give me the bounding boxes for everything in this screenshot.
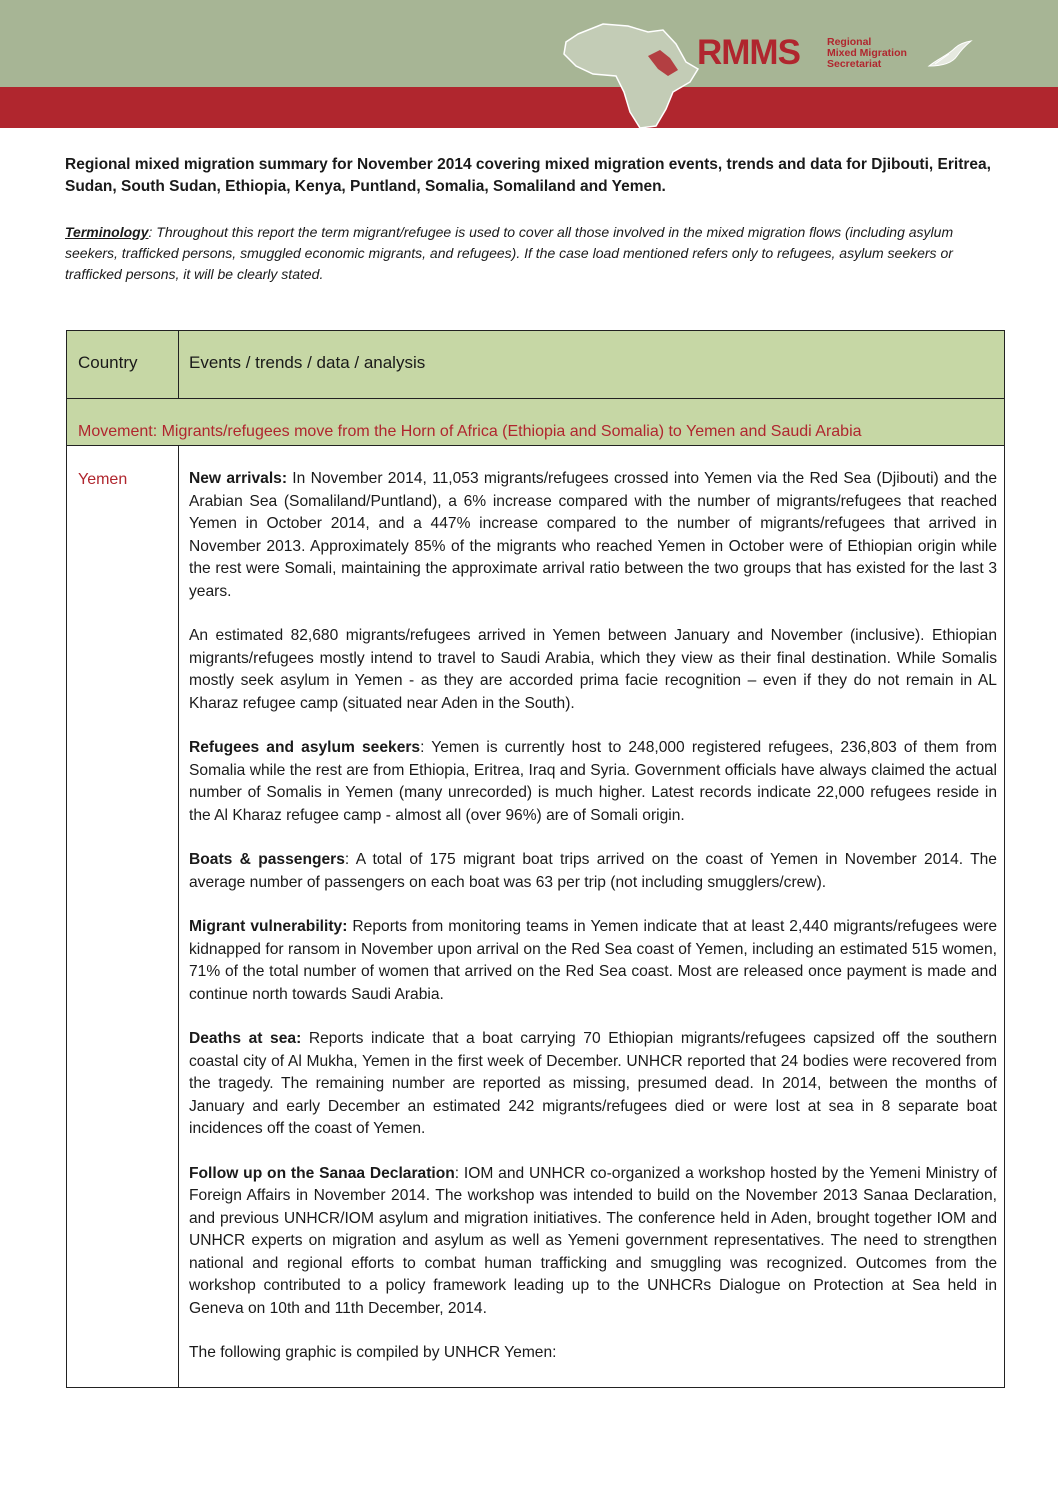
header-band (0, 87, 1058, 128)
paragraph-new-arrivals: New arrivals: In November 2014, 11,053 migrants/refugees crossed into Yemen via the Red Sea (Djibouti) and the Arabian Sea (Somaliland/Puntland), a 6% increase compared with the number of migrants/refugees that reached Yemen in October 2014, and a 447% increase compared to the number of migrants/refugees that arrived in November 2013. Approximately 85% of the migrants who reached Yemen in October were of Ethiopian origin while the rest were Somali, maintaining the approximate arrival ratio between the two groups that has existed for the last 3 years. (189, 470, 997, 600)
summary-paragraph: Regional mixed migration summary for November 2014 covering mixed migration events, trends and data for Djibouti, Eritrea, Sudan, South Sudan, Ethiopia, Kenya, Puntland, Somalia, Somaliland and Yemen. (65, 156, 991, 195)
africa-map-graphic (548, 14, 718, 129)
paragraph-deaths: Deaths at sea: Reports indicate that a boat carrying 70 Ethiopian migrants/refugees capsized off the southern coastal city of Al Mukha, Yemen in the first week of December. UNHCR reported that 24 bodies were recovered from the tragedy. The remaining number are reported as missing, presumed dead. In 2014, between the months of January and early December an estimated 242 migrants/refugees died or were lost at sea in 8 separate boat incidences off the coast of Yemen. (189, 1030, 997, 1137)
logo-mark: RMMS (697, 33, 800, 72)
paragraph-sanaa: Follow up on the Sanaa Declaration: IOM and UNHCR co-organized a workshop hosted by the Yemeni Ministry of Foreign Affairs in November 2014. The workshop was intended to build on the November 2013 Sanaa Declaration, and previous UNHCR/IOM asylum and migration initiatives. The conference held in Aden, brought together IOM and UNHCR experts on migration and asylum as well as Yemeni government representatives. The need to strengthen national and regional efforts to combat human trafficking and smuggling was recognized. Outcomes from the workshop contributed to a policy framework leading up to the UNHCRs Dialogue on Protection at Sea held in Geneva on 10th and 11th December, 2014. (189, 1164, 997, 1317)
movement-text: Movement: Migrants/refugees move from the Horn of Africa (Ethiopia and Somalia) to Yemen and Saudi Arabia (78, 423, 862, 440)
movement-row (67, 399, 1004, 446)
paragraph-refugees: Refugees and asylum seekers: Yemen is currently host to 248,000 registered refugees, 236,803 of them from Somalia while the rest are from Ethiopia, Eritrea, Iraq and Syria. Government officials have always claimed the actual number of Somalis in Yemen (many unrecorded) is much higher. Latest records indicate 22,000 refugees reside in the Al Kharaz refugee camp - almost all (over 96%) are of Somali origin. (189, 739, 997, 824)
logo-subtitle: Regional Mixed Migration Secretariat (827, 36, 907, 70)
terminology-label: Terminology (65, 224, 149, 240)
header-column-divider (178, 331, 179, 399)
header-country: Country (78, 353, 138, 372)
paragraph-boats: Boats & passengers: A total of 175 migrant boat trips arrived on the coast of Yemen in November 2014. The average number of passengers on each boat was 63 per trip (not including smugglers/crew). (189, 851, 997, 891)
paragraph-estimated-arrivals: An estimated 82,680 migrants/refugees arrived in Yemen between January and November (inclusive). Ethiopian migrants/refugees mostly intend to travel to Saudi Arabia, which they view as their final destination. While Somalis mostly seek asylum in Yemen - as they are accorded prima facie recognition – even if they do not remain in AL Kharaz refugee camp (situated near Aden in the South). (189, 627, 997, 712)
bird-logo-icon (925, 36, 973, 72)
paragraph-vulnerability: Migrant vulnerability: Reports from monitoring teams in Yemen indicate that at least 2,440 migrants/refugees were kidnapped for ransom in November upon arrival on the Red Sea coast of Yemen, including an estimated 515 women, 71% of the total number of women that arrived on the Red Sea coast. Most are released once payment is made and continue north towards Saudi Arabia. (189, 918, 997, 1003)
events-cell (189, 468, 997, 1387)
country-cell: Yemen (78, 471, 128, 488)
header-events: Events / trends / data / analysis (189, 353, 426, 372)
terminology-paragraph (65, 222, 1000, 285)
table-header-row (67, 331, 1004, 399)
paragraph-graphic-note: The following graphic is compiled by UNHCR Yemen: (189, 1344, 557, 1361)
column-divider (178, 446, 179, 1388)
terminology-text: : Throughout this report the term migrant/refugee is used to cover all those involved in the mixed migration flows (including asylum seekers, trafficked persons, smuggled economic migrants, and refugees). If the case load mentioned refers only to refugees, asylum seekers or trafficked persons, it will be clearly stated. (65, 224, 954, 282)
events-table (66, 330, 1005, 1388)
